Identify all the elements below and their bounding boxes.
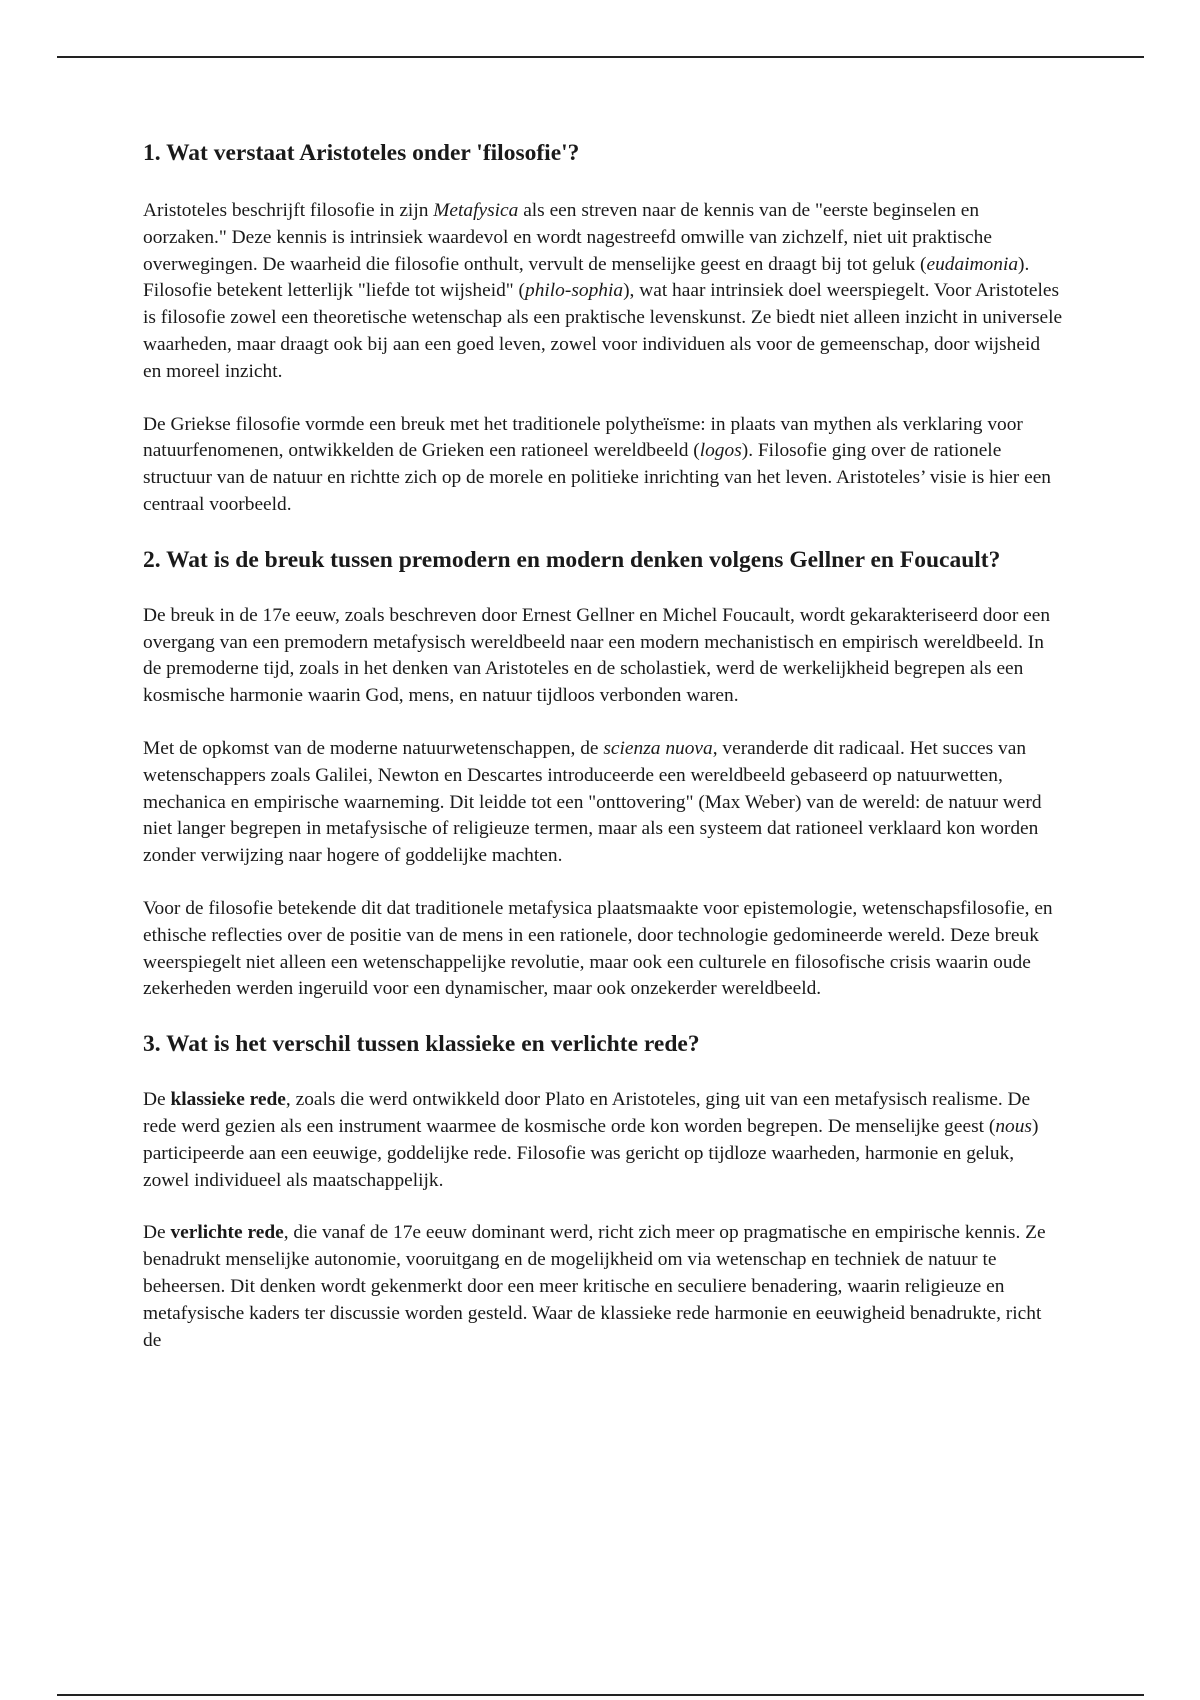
paragraph: De breuk in de 17e eeuw, zoals beschreven door Ernest Gellner en Michel Foucault, wordt gekarakteriseerd door een overgang van een premodern metafysisch wereldbeeld naar een modern mechanistisch en empirisch wereldbeeld. In de premoderne tijd, zoals in het denken van Aristoteles en de scholastiek, werd de werkelijkheid begrepen als een kosmische harmonie waarin God, mens, en natuur tijdloos verbonden waren. [143, 604, 1051, 707]
paragraph: De verlichte rede, die vanaf de 17e eeuw dominant werd, richt zich meer op pragmatische en empirische kennis. Ze benadrukt menselijke autonomie, vooruitgang en de mogelijkheid om via wetenschap en techniek de natuur te beheersen. Dit denken wordt gekenmerkt door een meer kritische en seculiere benadering, waarin religieuze en metafysische kaders ter discussie worden gesteld. Waar de klassieke rede harmonie en eeuwigheid benadrukte, richt de [143, 1222, 1046, 1351]
paragraph: De klassieke rede, zoals die werd ontwikkeld door Plato en Aristoteles, ging uit van een metafysisch realisme. De rede werd gezien als een instrument waarmee de kosmische orde kon worden begrepen. De menselijke geest (nous) participeerde aan een eeuwige, goddelijke rede. Filosofie was gericht op tijdloze waarheden, harmonie en geluk, zowel individueel als maatschappelijk. [143, 1089, 1039, 1191]
paragraph: De Griekse filosofie vormde een breuk met het traditionele polytheïsme: in plaats van mythen als verklaring voor natuurfenomenen, ontwikkelden de Grieken een rationeel wereldbeeld (logos). Filosofie ging over de rationele structuur van de natuur en richtte zich op de morele en politieke inrichting van het leven. Aristoteles’ visie is hier een centraal voorbeeld. [143, 413, 1052, 515]
document-body [143, 138, 1063, 1380]
bottom-rule [57, 1694, 1144, 1696]
paragraph: Aristoteles beschrijft filosofie in zijn Metafysica als een streven naar de kennis van de "eerste beginselen en oorzaken." Deze kennis is intrinsiek waardevol en wordt nagestreefd omwille van zichzelf, niet uit praktische overwegingen. De waarheid die filosofie onthult, vervult de menselijke geest en draagt bij tot geluk (eudaimonia). Filosofie betekent letterlijk "liefde tot wijsheid" (philo-sophia), wat haar intrinsiek doel weerspiegelt. Voor Aristoteles is filosofie zowel een theoretische wetenschap als een praktische levenskunst. Ze biedt niet alleen inzicht in universele waarheden, maar draagt ook bij aan een goed leven, zowel voor individuen als voor de gemeenschap, door wijsheid en moreel inzicht. [143, 200, 1063, 382]
section-3 [143, 1029, 1063, 1354]
section-1 [143, 138, 1063, 519]
section-heading: 1. Wat verstaat Aristoteles onder 'filosofie'? [143, 140, 580, 166]
top-rule [57, 56, 1144, 58]
paragraph: Voor de filosofie betekende dit dat traditionele metafysica plaatsmaakte voor epistemologie, wetenschapsfilosofie, en ethische reflecties over de positie van de mens in een rationele, door technologie gedomineerde wereld. Deze breuk weerspiegelt niet alleen een wetenschappelijke revolutie, maar ook een culturele en filosofische crisis waarin oude zekerheden werden ingeruild voor een dynamischer, maar ook onzekerder wereldbeeld. [143, 897, 1053, 1000]
section-2 [143, 545, 1063, 1003]
section-heading: 2. Wat is de breuk tussen premodern en modern denken volgens Gellner en Foucault? [143, 546, 1001, 573]
section-heading: 3. Wat is het verschil tussen klassieke en verlichte rede? [143, 1031, 700, 1058]
paragraph: Met de opkomst van de moderne natuurwetenschappen, de scienza nuova, veranderde dit radicaal. Het succes van wetenschappers zoals Galilei, Newton en Descartes introduceerde een wereldbeeld gebaseerd op natuurwetten, mechanica en empirische waarneming. Dit leidde tot een "onttovering" (Max Weber) van de wereld: de natuur werd niet langer begrepen in metafysische of religieuze termen, maar als een systeem dat rationeel verklaard kon worden zonder verwijzing naar hogere of goddelijke machten. [143, 737, 1042, 867]
